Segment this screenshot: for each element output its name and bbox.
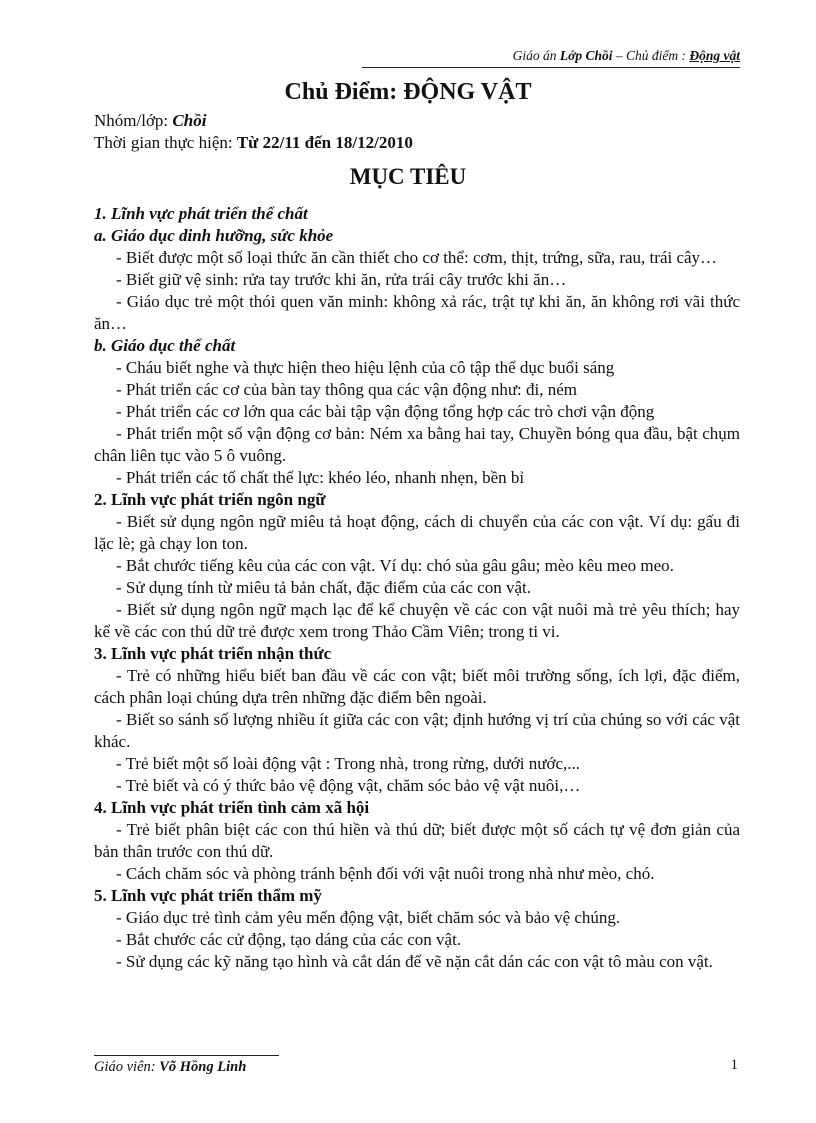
section-heading: a. Giáo dục dinh hưỡng, sức khỏe xyxy=(94,226,334,245)
list-item: - Biết giữ vệ sinh: rửa tay trước khi ăn, rửa trái cây trước khi ăn… xyxy=(116,270,567,289)
period-line xyxy=(94,132,413,154)
teacher-name: Võ Hồng Linh xyxy=(159,1059,247,1075)
list-item: - Trẻ biết một số loài động vật : Trong nhà, trong rừng, dưới nước,... xyxy=(116,754,581,773)
group-value: Chồi xyxy=(172,111,207,130)
section-heading: 4. Lĩnh vực phát triển tình cảm xã hội xyxy=(94,798,370,817)
list-item: - Giáo dục trẻ tình cảm yêu mến động vật, biết chăm sóc và bảo vệ chúng. xyxy=(116,908,621,927)
period-value: Từ 22/11 đến 18/12/2010 xyxy=(236,133,413,152)
section-heading: 3. Lĩnh vực phát triển nhận thức xyxy=(94,644,332,663)
list-item: - Biết sử dụng ngôn ngữ mạch lạc để kể chuyện về các con vật nuôi mà trẻ yêu thích; hay kể về các con thú dữ trẻ được xem trong Thảo Cầm Viên; trong ti vi. xyxy=(94,600,740,641)
section-heading: b. Giáo dục thể chất xyxy=(94,336,236,355)
list-item: - Sử dụng tính từ miêu tả bản chất, đặc điểm của các con vật. xyxy=(116,578,531,597)
list-item: - Trẻ có những hiểu biết ban đầu về các con vật; biết môi trường sống, ích lợi, đặc điểm, cách phân loại chúng dựa trên những đặc điểm bên ngoài. xyxy=(94,666,740,707)
objectives-content xyxy=(94,203,740,973)
list-item: - Phát triển một số vận động cơ bản: Ném xa bằng hai tay, Chuyền bóng qua đầu, bật chụm chân liên tục vào 5 ô vuông. xyxy=(94,424,740,465)
list-item: - Giáo dục trẻ một thói quen văn minh: không xả rác, trật tự khi ăn, ăn không rơi vãi thức ăn… xyxy=(94,292,740,333)
list-item: - Trẻ biết và có ý thức bảo vệ động vật, chăm sóc bảo vệ vật nuôi,… xyxy=(116,776,581,795)
header-class: Lớp Chồi xyxy=(559,48,613,63)
list-item: - Bắt chước các cử động, tạo dáng của các con vật. xyxy=(116,930,462,949)
section-heading: 5. Lĩnh vực phát triển thẩm mỹ xyxy=(94,886,322,905)
section-title: MỤC TIÊU xyxy=(349,164,467,189)
list-item: - Phát triển các cơ lớn qua các bài tập vận động tổng hợp các trò chơi vận động xyxy=(116,402,655,421)
page-number: 1 xyxy=(730,1057,738,1073)
list-item: - Phát triển các cơ của bàn tay thông qua các vận động như: đi, ném xyxy=(116,380,577,399)
list-item: - Biết được một số loại thức ăn cần thiết cho cơ thể: cơm, thịt, trứng, sữa, rau, trái cây… xyxy=(116,248,718,267)
header-middle: – Chủ điểm : xyxy=(612,48,690,63)
list-item: - Cháu biết nghe và thực hiện theo hiệu lệnh của cô tập thể dục buổi sáng xyxy=(116,358,615,377)
group-label: Nhóm/lớp: xyxy=(94,111,173,130)
list-item: - Sử dụng các kỹ năng tạo hình và cắt dán để vẽ nặn cắt dán các con vật tô màu con vật. xyxy=(116,952,713,971)
list-item: - Cách chăm sóc và phòng tránh bệnh đối với vật nuôi trong nhà như mèo, chó. xyxy=(116,864,655,883)
footer xyxy=(94,1059,246,1076)
list-item: - Trẻ biết phân biệt các con thú hiền và thú dữ; biết được một số cách tự vệ đơn giản của bản thân trước con thú dữ. xyxy=(94,820,740,861)
list-item: - Biết so sánh số lượng nhiều ít giữa các con vật; định hướng vị trí của chúng so với các vật khác. xyxy=(94,710,740,751)
period-label: Thời gian thực hiện: xyxy=(94,133,237,152)
footer-label: Giáo viên: xyxy=(94,1059,160,1075)
header-prefix: Giáo án xyxy=(512,48,560,63)
section-heading: 1. Lĩnh vực phát triển thể chất xyxy=(94,204,308,223)
group-line xyxy=(94,110,206,132)
list-item: - Biết sử dụng ngôn ngữ miêu tả hoạt động, cách di chuyển của các con vật. Ví dụ: gấu đi lặc lè; gà chạy lon ton. xyxy=(94,512,740,553)
page-title: Chủ Điểm: ĐỘNG VẬT xyxy=(284,79,532,105)
list-item: - Phát triển các tố chất thể lực: khéo léo, nhanh nhẹn, bền bỉ xyxy=(116,468,525,487)
section-heading: 2. Lĩnh vực phát triển ngôn ngữ xyxy=(94,490,326,509)
footer-rule xyxy=(94,1055,279,1056)
running-header xyxy=(513,48,740,64)
header-theme: Động vật xyxy=(689,48,740,63)
header-rule xyxy=(362,67,740,68)
list-item: - Bắt chước tiếng kêu của các con vật. Ví dụ: chó sủa gâu gâu; mèo kêu meo meo. xyxy=(116,556,674,575)
